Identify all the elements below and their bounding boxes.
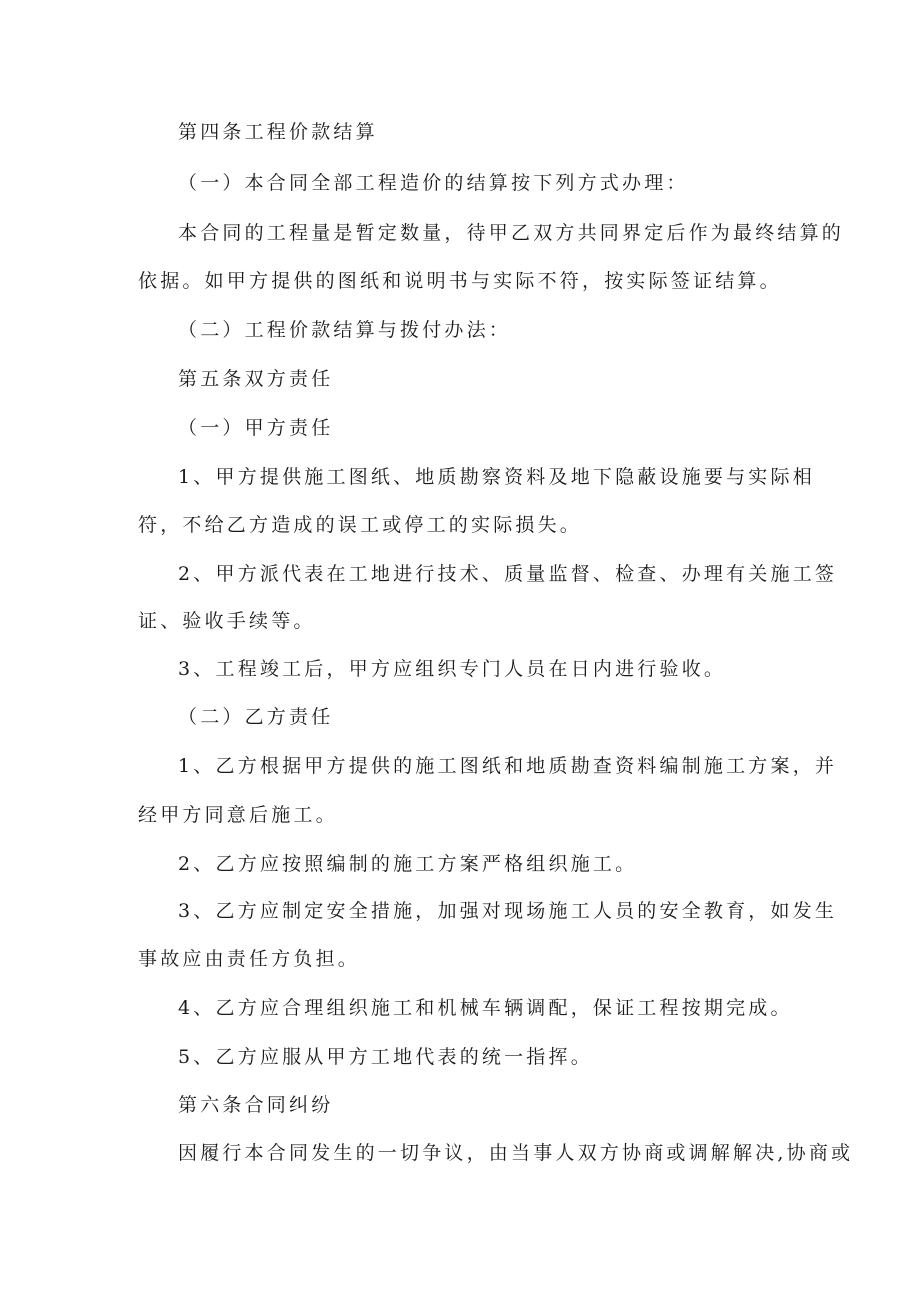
- paragraph-line: 3、工程竣工后，甲方应组织专门人员在日内进行验收。: [178, 658, 727, 680]
- section-4-1-heading: （一）本合同全部工程造价的结算按下列方式办理：: [178, 172, 689, 194]
- paragraph-line: 1、乙方根据甲方提供的施工图纸和地质勘查资料编制施工方案，并: [178, 755, 838, 777]
- paragraph-line: 5、乙方应服从甲方工地代表的统一指挥。: [178, 1046, 593, 1068]
- paragraph-line: 4、乙方应合理组织施工和机械车辆调配，保证工程按期完成。: [178, 997, 793, 1019]
- paragraph-line: 因履行本合同发生的一切争议，由当事人双方协商或调解解决,协商或: [178, 1142, 854, 1164]
- section-5-1-heading: （一）甲方责任: [178, 417, 334, 439]
- paragraph-line: 依据。如甲方提供的图纸和说明书与实际不符，按实际签证结算。: [138, 270, 782, 292]
- paragraph-line: 本合同的工程量是暂定数量，待甲乙双方共同界定后作为最终结算的: [178, 222, 845, 244]
- paragraph-line: 事故应由责任方负担。: [138, 948, 361, 970]
- paragraph-line: 证、验收手续等。: [138, 610, 316, 632]
- paragraph-line: 符，不给乙方造成的误工或停工的实际损失。: [138, 514, 583, 536]
- article-5-heading: 第五条双方责任: [178, 368, 334, 390]
- paragraph-line: 1、甲方提供施工图纸、地质勘察资料及地下隐蔽设施要与实际相: [178, 466, 815, 488]
- paragraph-line: 3、乙方应制定安全措施，加强对现场施工人员的安全教育，如发生: [178, 900, 838, 922]
- paragraph-line: 经甲方同意后施工。: [138, 804, 338, 826]
- paragraph-line: 2、甲方派代表在工地进行技术、质量监督、检查、办理有关施工签: [178, 563, 838, 585]
- article-4-heading: 第四条工程价款结算: [178, 121, 378, 143]
- section-4-2-heading: （二）工程价款结算与拨付办法：: [178, 319, 512, 341]
- paragraph-line: 2、乙方应按照编制的施工方案严格组织施工。: [178, 853, 638, 875]
- section-5-2-heading: （二）乙方责任: [178, 706, 334, 728]
- article-6-heading: 第六条合同纠纷: [178, 1094, 334, 1116]
